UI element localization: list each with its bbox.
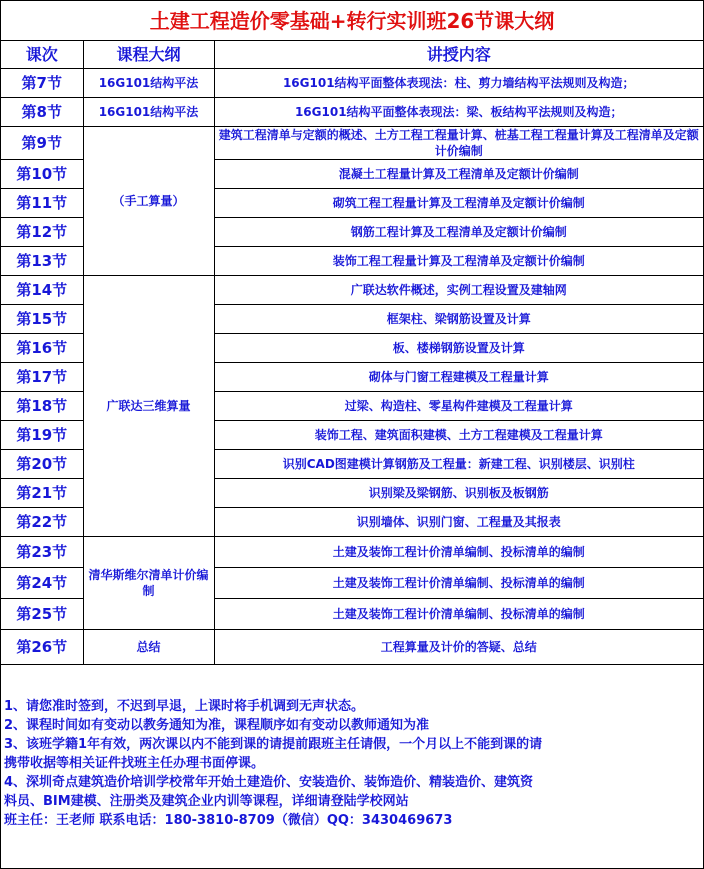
content-cell: 土建及装饰工程计价清单编制、投标清单的编制 bbox=[214, 599, 703, 630]
lesson-cell: 第25节 bbox=[1, 599, 83, 630]
table-row bbox=[1, 127, 703, 160]
lesson-cell: 第18节 bbox=[1, 392, 83, 421]
content-cell: 识别梁及梁钢筋、识别板及板钢筋 bbox=[214, 479, 703, 508]
lesson-cell: 第20节 bbox=[1, 450, 83, 479]
lesson-cell: 第15节 bbox=[1, 305, 83, 334]
outline-group-manual: （手工算量） bbox=[83, 127, 214, 276]
outline-cell: 16G101结构平法 bbox=[83, 98, 214, 127]
note-line: 1、请您准时签到，不迟到早退，上课时将手机调到无声状态。 bbox=[4, 699, 365, 714]
content-cell: 识别墙体、识别门窗、工程量及其报表 bbox=[214, 508, 703, 537]
note-line: 携带收据等相关证件找班主任办理书面停课。 bbox=[4, 756, 265, 771]
lesson-cell: 第8节 bbox=[1, 98, 83, 127]
content-cell: 工程算量及计价的答疑、总结 bbox=[214, 630, 703, 665]
table-row bbox=[1, 69, 703, 98]
lesson-cell: 第21节 bbox=[1, 479, 83, 508]
content-cell: 装饰工程工程量计算及工程清单及定额计价编制 bbox=[214, 247, 703, 276]
outline-group-thsware: 清华斯维尔清单计价编制 bbox=[83, 537, 214, 630]
content-cell: 砌体与门窗工程建模及工程量计算 bbox=[214, 363, 703, 392]
lesson-cell: 第9节 bbox=[1, 127, 83, 160]
page-title: 土建工程造价零基础+转行实训班26节课大纲 bbox=[1, 1, 703, 41]
header-outline: 课程大纲 bbox=[83, 41, 214, 69]
content-cell: 钢筋工程计算及工程清单及定额计价编制 bbox=[214, 218, 703, 247]
lesson-cell: 第10节 bbox=[1, 160, 83, 189]
content-cell: 框架柱、梁钢筋设置及计算 bbox=[214, 305, 703, 334]
lesson-cell: 第13节 bbox=[1, 247, 83, 276]
content-cell: 混凝土工程量计算及工程清单及定额计价编制 bbox=[214, 160, 703, 189]
table-row bbox=[1, 276, 703, 305]
content-cell: 建筑工程清单与定额的概述、土方工程工程量计算、桩基工程工程量计算及工程清单及定额计价编制 bbox=[214, 127, 703, 160]
header-lesson: 课次 bbox=[1, 41, 83, 69]
content-cell: 过梁、构造柱、零星构件建模及工程量计算 bbox=[214, 392, 703, 421]
content-cell: 砌筑工程工程量计算及工程清单及定额计价编制 bbox=[214, 189, 703, 218]
lesson-cell: 第24节 bbox=[1, 568, 83, 599]
content-cell: 广联达软件概述，实例工程设置及建轴网 bbox=[214, 276, 703, 305]
content-cell: 识别CAD图建模计算钢筋及工程量：新建工程、识别楼层、识别柱 bbox=[214, 450, 703, 479]
content-cell: 土建及装饰工程计价清单编制、投标清单的编制 bbox=[214, 537, 703, 568]
outline-table bbox=[1, 1, 703, 665]
note-line: 4、深圳奇点建筑造价培训学校常年开始土建造价、安装造价、装饰造价、精装造价、建筑资 bbox=[4, 775, 534, 790]
content-cell: 16G101结构平面整体表现法：柱、剪力墙结构平法规则及构造； bbox=[214, 69, 703, 98]
content-cell: 装饰工程、建筑面积建模、土方工程建模及工程量计算 bbox=[214, 421, 703, 450]
lesson-cell: 第23节 bbox=[1, 537, 83, 568]
table-row bbox=[1, 630, 703, 665]
outline-group-glodon: 广联达三维算量 bbox=[83, 276, 214, 537]
note-line: 料员、BIM建模、注册类及建筑企业内训等课程，详细请登陆学校网站 bbox=[4, 794, 409, 809]
content-cell: 16G101结构平面整体表现法：梁、板结构平法规则及构造； bbox=[214, 98, 703, 127]
note-line: 2、课程时间如有变动以教务通知为准，课程顺序如有变动以教师通知为准 bbox=[4, 718, 430, 733]
lesson-cell: 第7节 bbox=[1, 69, 83, 98]
table-row bbox=[1, 98, 703, 127]
header-row bbox=[1, 41, 703, 69]
contact-line: 班主任：王老师 联系电话：180-3810-8709（微信）QQ：3430469673 bbox=[4, 813, 453, 828]
table-row bbox=[1, 537, 703, 568]
note-line: 3、该班学籍1年有效，两次课以内不能到课的请提前跟班主任请假，一个月以上不能到课的请 bbox=[4, 737, 543, 752]
lesson-cell: 第26节 bbox=[1, 630, 83, 665]
content-cell: 土建及装饰工程计价清单编制、投标清单的编制 bbox=[214, 568, 703, 599]
lesson-cell: 第11节 bbox=[1, 189, 83, 218]
lesson-cell: 第14节 bbox=[1, 276, 83, 305]
lesson-cell: 第19节 bbox=[1, 421, 83, 450]
outline-group-summary: 总结 bbox=[83, 630, 214, 665]
lesson-cell: 第17节 bbox=[1, 363, 83, 392]
lesson-cell: 第22节 bbox=[1, 508, 83, 537]
header-content: 讲授内容 bbox=[214, 41, 703, 69]
lesson-cell: 第12节 bbox=[1, 218, 83, 247]
outline-cell: 16G101结构平法 bbox=[83, 69, 214, 98]
content-cell: 板、楼梯钢筋设置及计算 bbox=[214, 334, 703, 363]
notes-section bbox=[1, 665, 703, 830]
lesson-cell: 第16节 bbox=[1, 334, 83, 363]
